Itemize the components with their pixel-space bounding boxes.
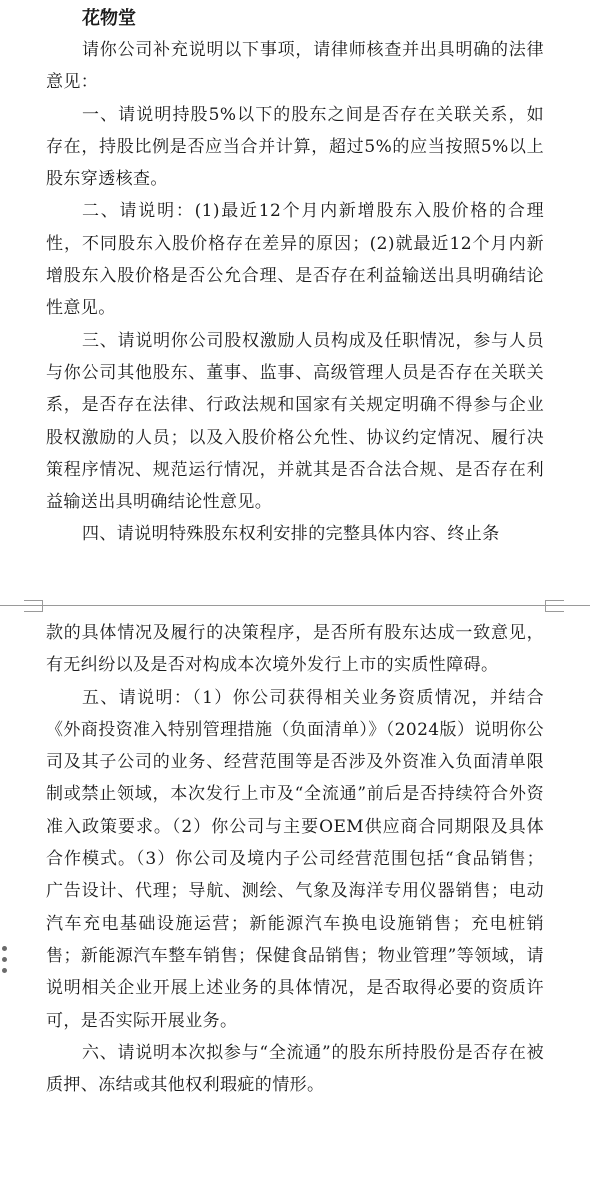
item-4-paragraph-start: 四、请说明特殊股东权利安排的完整具体内容、终止条 [82,524,500,545]
drag-handle-dot [2,968,7,973]
item-1-paragraph: 一、请说明持股5%以下的股东之间是否存在关联关系，如存在，持股比例是否应当合并计算，超过5%的应当按照5%以上股东穿透核查。 [46,104,544,190]
item-6-paragraph: 六、请说明本次拟参与“全流通”的股东所持股份是否存在被质押、冻结或其他权利瑕疵的情形。 [46,1042,544,1096]
item-5-paragraph: 五、请说明：（1）你公司获得相关业务资质情况，并结合《外商投资准入特别管理措施（负面清单）》（2024版）说明你公司及其子公司的业务、经营范围等是否涉及外资准入负面清单限制或禁止领域，本次发行上市及“全流通”前后是否持续符合外资准入政策要求。（2）你公司与主要OEM供应商合同期限及具体合作模式。（3）你公司及境内子公司经营范围包括“食品销售；广告设计、代理；导航、测绘、气象及海洋专用仪器销售；电动汽车充电基础设施运营；新能源汽车换电设施销售；充电桩销售；新能源汽车整车销售；保健食品销售；物业管理”等领域，请说明相关企业开展上述业务的具体情况，是否取得必要的资质许可，是否实际开展业务。 [46,687,544,1031]
drag-handle-icon[interactable] [2,946,8,976]
item-2-paragraph: 二、请说明：(1)最近12个月内新增股东入股价格的合理性，不同股东入股价格存在差异的原因；(2)就最近12个月内新增股东入股价格是否公允合理、是否存在利益输送出具明确结论性意见。 [46,201,544,319]
page-2-content [46,617,544,1101]
document-title: 花物堂 [82,8,136,29]
page-1-content [46,4,544,551]
drag-handle-dot [2,946,7,951]
page-margin-marker-left [24,600,43,612]
drag-handle-dot [2,957,7,962]
page-margin-marker-right [545,600,564,612]
intro-paragraph: 请你公司补充说明以下事项，请律师核查并出具明确的法律意见： [46,40,544,93]
page-break-line [0,605,590,606]
document-page-2 [0,612,590,1184]
item-3-paragraph: 三、请说明你公司股权激励人员构成及任职情况，参与人员与你公司其他股东、董事、监事、高级管理人员是否存在关联关系，是否存在法律、行政法规和国家有关规定明确不得参与企业股权激励的人员；以及入股价格公允性、协议约定情况、履行决策程序情况、规范运行情况，并就其是否合法合规、是否存在利益输送出具明确结论性意见。 [46,330,544,513]
item-4-paragraph-continued: 款的具体情况及履行的决策程序，是否所有股东达成一致意见，有无纠纷以及是否对构成本次境外发行上市的实质性障碍。 [46,623,544,676]
